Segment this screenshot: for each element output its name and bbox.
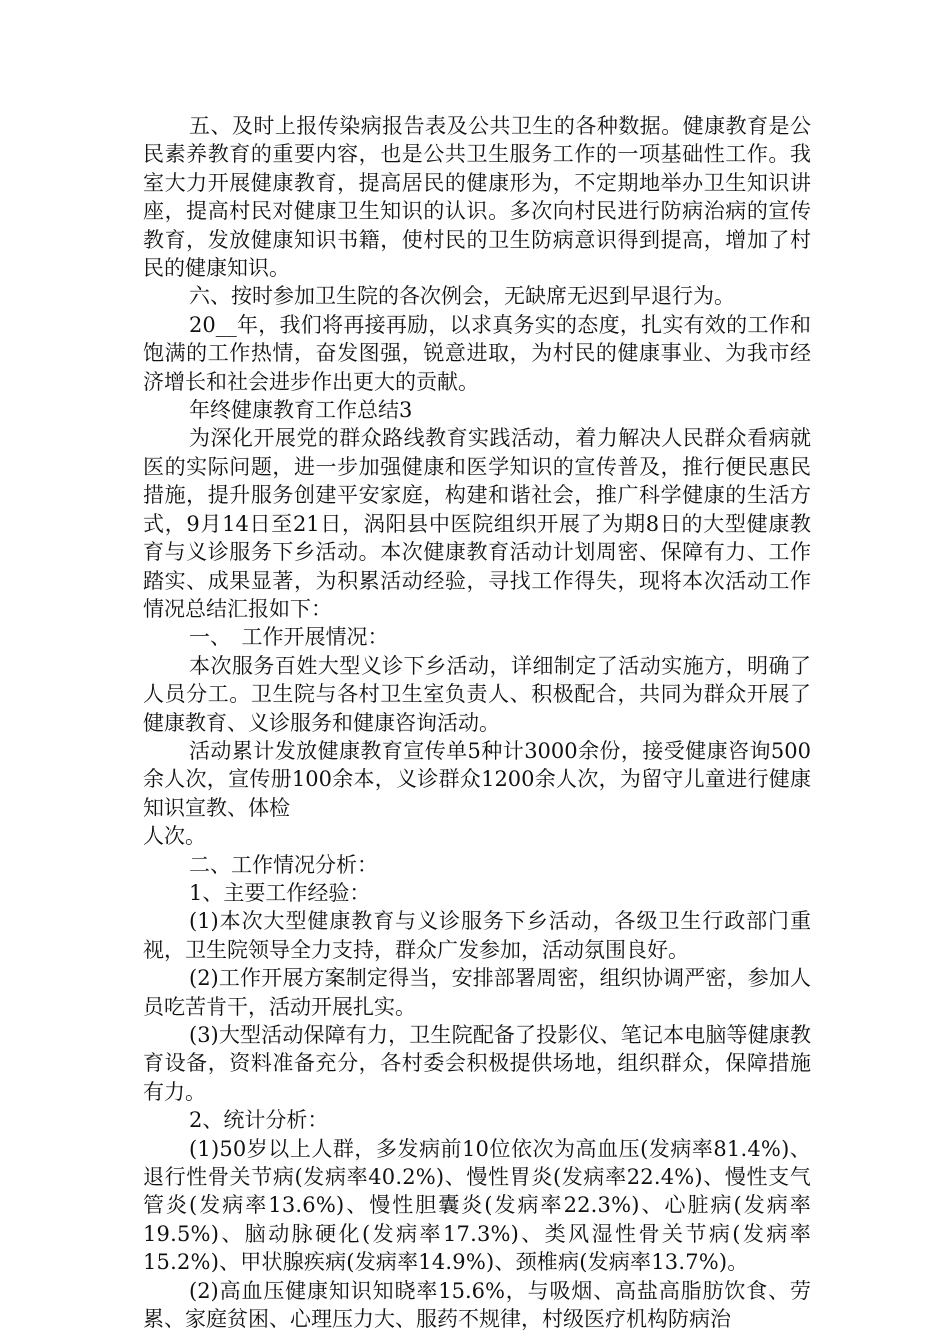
paragraph-experience-3: (3)大型活动保障有力，卫生院配备了投影仪、笔记本电脑等健康教育设备，资料准备充分，各村委会积极提供场地，组织群众，保障措施有力。 [143,1023,811,1104]
heading-work-progress: 一、 工作开展情况： [189,625,389,650]
paragraph-experience-1: (1)本次大型健康教育与义诊服务下乡活动，各级卫生行政部门重视，卫生院领导全力支持，群众广发参加，活动氛围良好。 [143,909,811,962]
section-title: 年终健康教育工作总结3 [189,398,413,423]
subheading-experience: 1、主要工作经验： [189,880,371,905]
paragraph-item-5-report: 五、及时上报传染病报告表及公共卫生的各种数据。健康教育是公民素养教育的重要内容，也是公共卫生服务工作的一项基础性工作。我室大力开展健康教育，提高居民的健康形为，不定期地举办卫生知识讲座，提高村民对健康卫生知识的认识。多次向村民进行防病治病的宣传教育，发放健康知识书籍，使村民的卫生防病意识得到提高，增加了村民的健康知识。 [143,114,811,281]
paragraph-outlook: 20__年，我们将再接再励，以求真务实的态度，扎实有效的工作和饱满的工作热情，奋发图强，锐意进取，为村民的健康事业、为我市经济增长和社会进步作出更大的贡献。 [143,312,811,394]
subheading-statistics: 2、统计分析： [189,1108,329,1133]
paragraph-introduction: 为深化开展党的群众路线教育实践活动，着力解决人民群众看病就医的实际问题，进一步加强健康和医学知识的宣传普及，推行便民惠民措施，提升服务创建平安家庭，构建和谐社会，推广科学健康的生活方式，9月14日至21日，涡阳县中医院组织开展了为期8日的大型健康教育与义诊服务下乡活动。本次健康教育活动计划周密、保障有力、工作踏实、成果显著，为积累活动经验，寻找工作得失，现将本次活动工作情况总结汇报如下： [143,426,811,621]
paragraph-item-6-meetings: 六、按时参加卫生院的各次例会，无缺席无迟到早退行为。 [189,284,735,309]
paragraph-activity-plan: 本次服务百姓大型义诊下乡活动，详细制定了活动实施方，明确了人员分工。卫生院与各村卫生室负责人、积极配合，共同为群众开展了健康教育、义诊服务和健康咨询活动。 [143,653,811,735]
paragraph-activity-statistics: 活动累计发放健康教育宣传单5种计3000余份，接受健康咨询500余人次，宣传册100余本，义诊群众1200余人次，为留守儿童进行健康知识宣教、体检 [143,738,811,820]
paragraph-experience-2: (2)工作开展方案制定得当，安排部署周密，组织协调严密，参加人员吃苦肯干，活动开展扎实。 [143,966,811,1019]
paragraph-statistics-1: (1)50岁以上人群，多发病前10位依次为高血压(发病率81.4%)、退行性骨关节病(发病率40.2%)、慢性胃炎(发病率22.4%)、慢性支气管炎(发病率13.6%)、慢性胆囊炎(发病率22.3%)、心脏病(发病率19.5%)、脑动脉硬化(发病率17.3%)、类风湿性骨关节病(发病率15.2%)、甲状腺疾病(发病率14.9%)、颈椎病(发病率13.7%)。 [143,1136,811,1275]
heading-analysis: 二、工作情况分析： [189,852,378,877]
paragraph-statistics-2: (2)高血压健康知识知晓率15.6%，与吸烟、高盐高脂肪饮食、劳累、家庭贫困、心理压力大、服药不规律，村级医疗机构防病治 [143,1278,811,1332]
document-body [143,112,811,1333]
paragraph-fragment: 人次。 [143,824,206,849]
